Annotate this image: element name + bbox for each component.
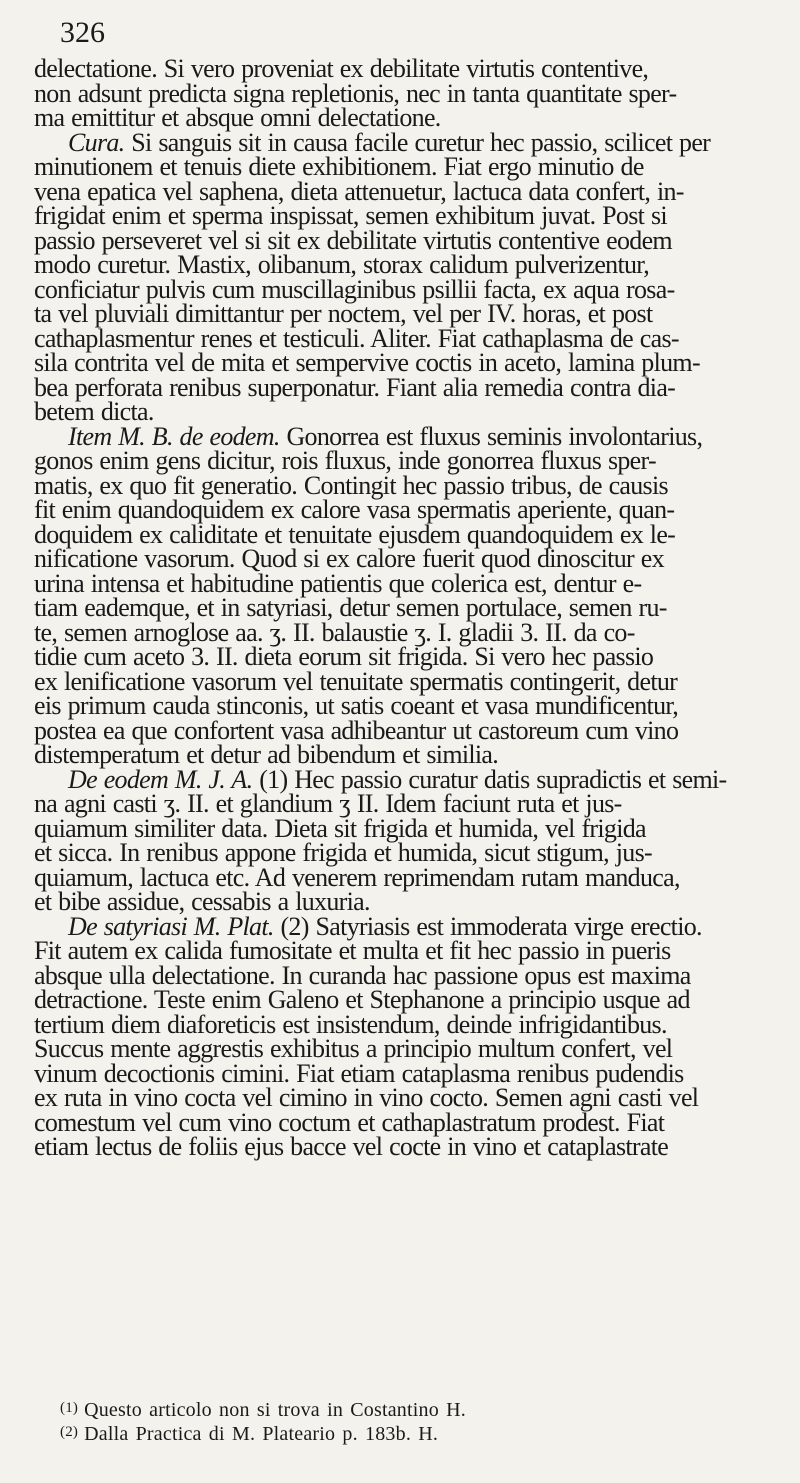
page-number: 326 xyxy=(60,16,105,49)
text-line: Fit autem ex calida fumositate et multa et fit hec passio in pueris xyxy=(34,936,671,965)
text-line: cathaplasmentur renes et testiculi. Aliter. Fiat cathaplasma de cas- xyxy=(34,323,679,353)
text-line: frigidat enim et sperma inspissat, semen exhibitum juvat. Post si xyxy=(34,201,667,230)
section-heading: De eodem M. J. A. xyxy=(68,764,253,794)
paragraph-cura: Cura. Si sanguis sit in causa facile curetur hec passio, scilicet per xyxy=(68,127,711,157)
text-line: ma emittitur et absque omni delectatione. xyxy=(34,103,441,132)
paragraph-de-eodem: De eodem M. J. A. (1) Hec passio curatur datis supradictis et semi- xyxy=(68,764,727,794)
footnotes xyxy=(60,1396,760,1444)
text-line: modo curetur. Mastix, olibanum, storax calidum pulverizentur, xyxy=(34,250,650,279)
text-line: Succus mente aggrestis exhibitus a principio multum confert, vel xyxy=(34,1034,673,1063)
text-line: bea perforata renibus superponatur. Fiant alia remedia contra dia- xyxy=(34,372,676,402)
text-line: urina intensa et habitudine patientis que colerica est, dentur e- xyxy=(34,568,642,598)
text-line: passio perseveret vel si sit ex debilitate virtutis contentive eodem xyxy=(34,225,672,255)
footnote-2 xyxy=(60,1420,760,1444)
text-line: nificatione vasorum. Quod si ex calore fuerit quod dinoscitur ex xyxy=(34,544,664,573)
text-line: ex lenificatione vasorum vel tenuitate spermatis contingerit, detur xyxy=(34,666,678,696)
text-line: ta vel pluviali dimittantur per noctem, vel per IV. horas, et post xyxy=(34,299,653,328)
text-line: tidie cum aceto 3. II. dieta eorum sit frigida. Si vero hec passio xyxy=(34,642,654,671)
paragraph-satyriasi: De satyriasi M. Plat. (2) Satyriasis est immoderata virge erectio. xyxy=(68,911,702,941)
text-line: doquidem ex caliditate et tenuitate ejusdem quandoquidem ex le- xyxy=(34,519,676,549)
text-line: minutionem et tenuis diete exhibitionem. Fiat ergo minutio de xyxy=(34,152,644,181)
footnote-1 xyxy=(60,1396,760,1420)
text-line: comestum vel cum vino coctum et cathaplastratum prodest. Fiat xyxy=(34,1107,665,1137)
text-line: detractione. Teste enim Galeno et Stephanone a principio usque ad xyxy=(34,985,690,1014)
text-line: ex ruta in vino cocta vel cimino in vino cocto. Semen agni casti vel xyxy=(34,1083,699,1112)
text-line: vinum decoctionis cimini. Fiat etiam cataplasma renibus pudendis xyxy=(34,1058,684,1088)
text-line: quiamum similiter data. Dieta sit frigida et humida, vel frigida xyxy=(34,813,646,843)
text-line: te, semen arnoglose aa. ʒ. II. balaustie ʒ. I. gladii 3. II. da co- xyxy=(34,617,635,647)
text-line: sila contrita vel de mita et sempervive coctis in aceto, lamina plum- xyxy=(34,348,700,377)
text-line: absque ulla delectatione. In curanda hac passione opus est maxima xyxy=(34,960,691,990)
footnote-marker: (1) xyxy=(60,1400,79,1416)
text-line: quiamum, lactuca etc. Ad venerem reprimendam rutam manduca, xyxy=(34,862,680,892)
text-line: tertium diem diaforeticis est insistendum, deinde infrigidantibus. xyxy=(34,1009,667,1039)
text-line: eis primum cauda stinconis, ut satis coeant et vasa mundificentur, xyxy=(34,691,679,720)
text-line: vena epatica vel saphena, dieta attenuetur, lactuca data confert, in- xyxy=(34,176,684,206)
text-line: distemperatum et detur ad bibendum et similia. xyxy=(34,740,499,769)
text-line: betem dicta. xyxy=(34,397,154,426)
text-line: gonos enim gens dicitur, rois fluxus, inde gonorrea fluxus sper- xyxy=(34,446,656,475)
footnote-marker: (2) xyxy=(60,1424,79,1440)
footnote-text: Dalla Practica di M. Plateario p. 183b. H. xyxy=(84,1423,439,1445)
main-text xyxy=(34,54,764,1161)
text-line: etiam lectus de foliis ejus bacce vel cocte in vino et cataplastrate xyxy=(34,1132,669,1161)
section-heading: De satyriasi M. Plat. xyxy=(68,911,274,941)
text-line: et sicca. In renibus appone frigida et humida, sicut stigum, jus- xyxy=(34,838,652,867)
section-heading: Cura. xyxy=(68,127,125,157)
text-line: non adsunt predicta signa repletionis, nec in tanta quantitate sper- xyxy=(34,78,677,108)
text-line: et bibe assidue, cessabis a luxuria. xyxy=(34,887,370,916)
text-line: tiam eademque, et in satyriasi, detur semen portulace, semen ru- xyxy=(34,593,667,622)
text-line: matis, ex quo fit generatio. Contingit hec passio tribus, de causis xyxy=(34,470,668,500)
text-line: na agni casti ʒ. II. et glandium ʒ II. Idem faciunt ruta et jus- xyxy=(34,789,622,818)
paragraph-item-mb: Item M. B. de eodem. Gonorrea est fluxus seminis involontarius, xyxy=(68,421,703,451)
text-line: postea ea que confortent vasa adhibeantur ut castoreum cum vino xyxy=(34,715,679,745)
text-line: delectatione. Si vero proveniat ex debilitate virtutis contentive, xyxy=(34,54,649,83)
text-line: fit enim quandoquidem ex calore vasa spermatis aperiente, quan- xyxy=(34,495,675,524)
text-line: conficiatur pulvis cum muscillaginibus psillii facta, ex aqua rosa- xyxy=(34,274,675,304)
section-heading: Item M. B. de eodem. xyxy=(68,421,280,451)
footnote-text: Questo articolo non si trova in Costantino H. xyxy=(84,1399,466,1421)
